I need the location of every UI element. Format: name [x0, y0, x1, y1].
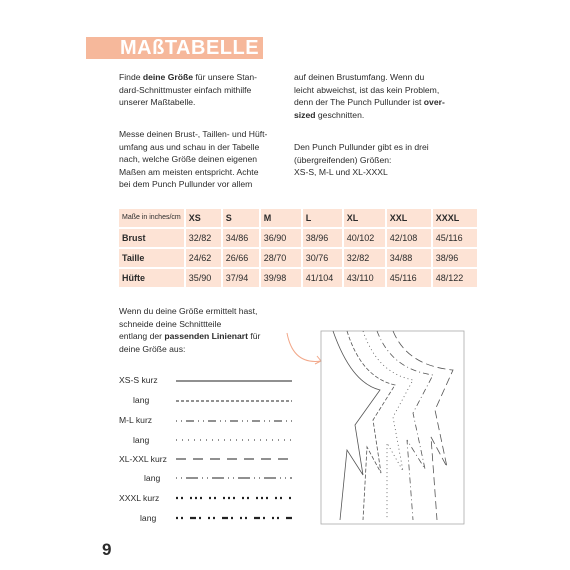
table-cell: 30/76 [303, 249, 342, 267]
sizes-paragraph: Den Punch Pullunder gibt es in drei (übergreifenden) Größen: XS-S, M-L und XL-XXXL [294, 142, 429, 178]
oversized-paragraph: auf deinen Brustumfang. Wenn du leicht abweichst, ist das kein Problem, denn der The Punch Pullunder ist over- sized geschnitten. [294, 72, 445, 120]
line-sample-m-l-lang [176, 438, 292, 442]
line-sample-xl-xxl-kurz [176, 457, 292, 461]
table-cell: 32/82 [186, 229, 221, 247]
line-sample-xxxl-kurz [176, 496, 292, 500]
pattern-line-2 [347, 331, 395, 520]
size-header: XXL [387, 209, 431, 227]
size-header: XL [344, 209, 385, 227]
size-table [117, 207, 479, 289]
measure-paragraph: Messe deinen Brust-, Taillen- und Hüft- umfang aus und schau in der Tabelle nach, welche Größe deinen eigenen Maßen am meisten entspricht. Achte bei dem Punch Pullunder vor allem [119, 129, 268, 190]
table-cell: 42/108 [387, 229, 431, 247]
table-cell: 32/82 [344, 249, 385, 267]
page-title: MAßTABELLE [120, 37, 260, 59]
table-row [119, 269, 477, 287]
row-label: Brust [119, 229, 184, 247]
table-cell: 36/90 [261, 229, 301, 247]
table-cell: 43/110 [344, 269, 385, 287]
size-header: M [261, 209, 301, 227]
row-label: Taille [119, 249, 184, 267]
legend-label-m-l-lang: lang [133, 435, 150, 445]
table-cell: 41/104 [303, 269, 342, 287]
line-sample-xs-s-lang [176, 399, 292, 403]
table-cell: 45/116 [387, 269, 431, 287]
table-cell: 40/102 [344, 229, 385, 247]
arrow-curve [287, 333, 321, 361]
table-cell: 35/90 [186, 269, 221, 287]
table-cell: 24/62 [186, 249, 221, 267]
line-sample-m-l-kurz [176, 419, 292, 423]
legend-label-xl-xxl-kurz: XL-XXL kurz [119, 454, 167, 464]
table-row [119, 229, 477, 247]
size-header: XXXL [433, 209, 477, 227]
size-header: L [303, 209, 342, 227]
table-cell: 45/116 [433, 229, 477, 247]
table-cell: 34/86 [223, 229, 259, 247]
table-corner-label: Maße in inches/cm [119, 209, 184, 227]
line-sample-xs-s-kurz [176, 379, 292, 383]
legend-label-m-l-kurz: M-L kurz [119, 415, 153, 425]
table-header-row [119, 209, 477, 227]
legend-label-xxxl-kurz: XXXL kurz [119, 493, 160, 503]
table-cell: 28/70 [261, 249, 301, 267]
table-cell: 39/98 [261, 269, 301, 287]
table-cell: 37/94 [223, 269, 259, 287]
table-row [119, 249, 477, 267]
pattern-line-1 [333, 331, 380, 520]
pattern-line-3 [363, 331, 413, 520]
size-header: XS [186, 209, 221, 227]
pattern-illustration [285, 325, 470, 530]
intro-paragraph: Finde deine Größe für unsere Stan- dard-Schnittmuster einfach mithilfe unserer Maßtabelle. [119, 72, 258, 108]
row-label: Hüfte [119, 269, 184, 287]
pattern-line-4 [377, 331, 433, 520]
line-sample-xxxl-lang [176, 516, 292, 520]
table-cell: 38/96 [433, 249, 477, 267]
table-cell: 38/96 [303, 229, 342, 247]
legend-label-xs-s-lang: lang [133, 395, 150, 405]
pattern-line-5 [393, 331, 453, 520]
size-header: S [223, 209, 259, 227]
table-cell: 34/88 [387, 249, 431, 267]
line-sample-xl-xxl-lang [176, 476, 292, 480]
arrow-head-icon [315, 356, 321, 364]
legend-label-xs-s-kurz: XS-S kurz [119, 375, 158, 385]
cutting-instructions: Wenn du deine Größe ermittelt hast, schneide deine Schnittteile entlang der passenden Linienart für deine Größe aus: [119, 306, 261, 354]
legend-label-xl-xxl-lang: lang [144, 473, 161, 483]
page-number: 9 [102, 540, 112, 559]
legend-label-xxxl-lang: lang [140, 513, 157, 523]
table-cell: 26/66 [223, 249, 259, 267]
table-cell: 48/122 [433, 269, 477, 287]
